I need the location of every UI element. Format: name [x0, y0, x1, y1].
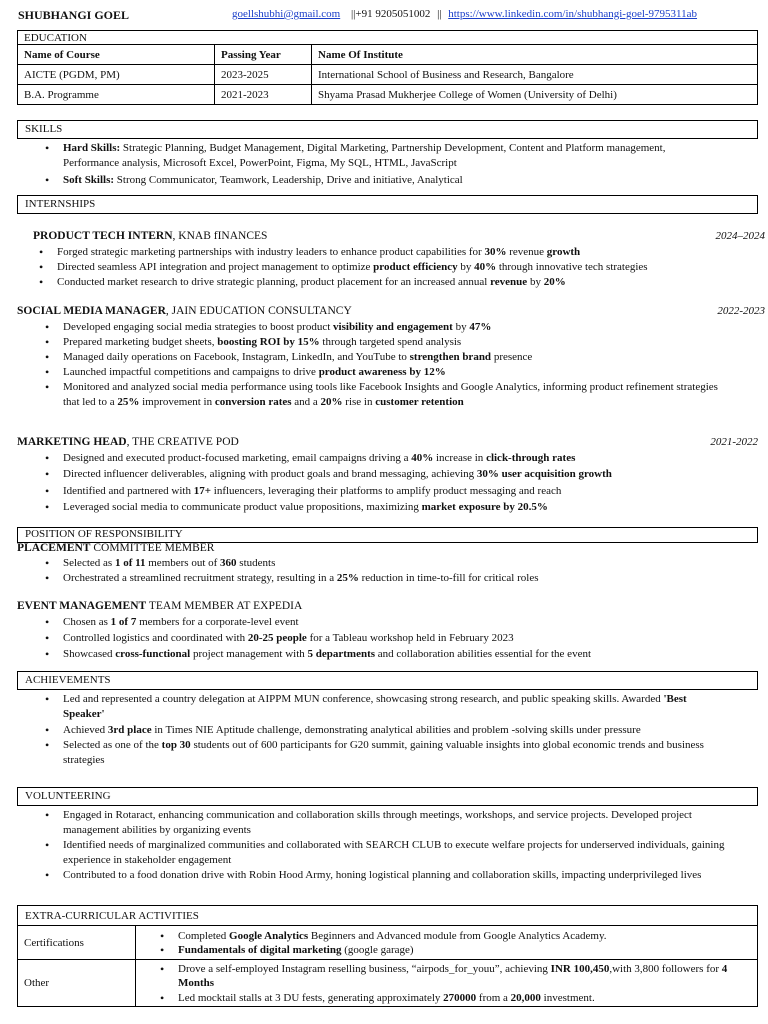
achievements-list	[39, 692, 729, 768]
position-bullets	[39, 556, 719, 586]
job-title: MARKETING HEAD, THE CREATIVE POD	[17, 436, 239, 448]
row-label: Certifications	[18, 926, 136, 960]
list-item: • Fundamentals of digital marketing (google garage)	[154, 943, 757, 957]
skills-list	[39, 141, 719, 188]
position-title: EVENT MANAGEMENT TEAM MEMBER AT EXPEDIA	[17, 600, 303, 612]
other-activities-list	[154, 962, 757, 1005]
year-cell: 2021-2023	[215, 85, 312, 105]
position-title: PLACEMENT COMMITTEE MEMBER	[17, 542, 215, 554]
section-title-achievements: ACHIEVEMENTS	[17, 671, 758, 690]
section-title-extracurricular: EXTRA-CURRICULAR ACTIVITIES	[18, 906, 758, 926]
list-item: • Conducted market research to drive strategic planning, product placement for an increased annual revenue by 20%	[33, 275, 733, 290]
volunteering-list	[39, 808, 739, 883]
list-item: • Directed seamless API integration and project management to optimize product efficiency by 40% through innovative tech strategies	[33, 260, 733, 275]
list-item: • Monitored and analyzed social media performance using tools like Facebook Insights and Google Analytics, informing product refinement strategies that led to a 25% improvement in conversion rates and a 20% rise in customer retention	[39, 380, 719, 410]
list-item: • Forged strategic marketing partnerships with industry leaders to enhance product capabilities for 30% revenue growth	[33, 245, 733, 260]
list-item: • Engaged in Rotaract, enhancing communication and collaboration skills through meetings, workshops, and service projects. Developed project management abilities by organizing events	[39, 808, 739, 838]
col-header-course: Name of Course	[18, 45, 215, 65]
extracurricular-table	[17, 905, 758, 1007]
contact-line	[232, 8, 697, 20]
job-title: SOCIAL MEDIA MANAGER, JAIN EDUCATION CONSULTANCY	[17, 305, 352, 317]
table-row	[18, 926, 758, 960]
course-cell: AICTE (PGDM, PM)	[18, 65, 215, 85]
education-table	[17, 30, 758, 105]
section-title-internships: INTERNSHIPS	[17, 195, 758, 214]
list-item: • Orchestrated a streamlined recruitment strategy, resulting in a 25% reduction in time-to-fill for critical roles	[39, 571, 719, 586]
list-item: • Contributed to a food donation drive with Robin Hood Army, honing logistical planning and collaboration skills, impacting underprivileged lives	[39, 868, 739, 883]
job-bullets	[39, 320, 719, 410]
job-bullets	[39, 451, 719, 515]
email-link[interactable]: goellshubhi@gmail.com	[232, 8, 341, 20]
list-item: • Led mocktail stalls at 3 DU fests, generating approximately 270000 from a 20,000 investment.	[154, 991, 757, 1005]
section-title-responsibility: POSITION OF RESPONSIBILITY	[17, 527, 758, 543]
list-item: • Prepared marketing budget sheets, boosting ROI by 15% through targeted spend analysis	[39, 335, 719, 350]
list-item: • Showcased cross-functional project management with 5 departments and collaboration abilities essential for the event	[39, 647, 719, 662]
list-item: • Controlled logistics and coordinated with 20-25 people for a Tableau workshop held in February 2023	[39, 631, 719, 646]
list-item: • Launched impactful competitions and campaigns to drive product awareness by 12%	[39, 365, 719, 380]
job-bullets	[33, 245, 733, 290]
list-item: • Achieved 3rd place in Times NIE Aptitude challenge, demonstrating analytical abilities and problem -solving skills under pressure	[39, 723, 729, 738]
institute-cell: International School of Business and Research, Bangalore	[312, 65, 758, 85]
list-item: • Completed Google Analytics Beginners and Advanced module from Google Analytics Academy.	[154, 929, 757, 943]
table-row	[18, 85, 758, 105]
separator: ||	[437, 8, 442, 20]
list-item: • Led and represented a country delegation at AIPPM MUN conference, showcasing strong research, and public speaking skills. Awarded 'Best Speaker'	[39, 692, 729, 722]
job-date: 2022-2023	[717, 305, 765, 317]
list-item: • Designed and executed product-focused marketing, email campaigns driving a 40% increase in click-through rates	[39, 451, 719, 466]
section-title-skills: SKILLS	[17, 120, 758, 139]
list-item: • Drove a self-employed Instagram reselling business, “airpods_for_youu”, achieving INR 100,450,with 3,800 followers for 4 Months	[154, 962, 757, 990]
table-row	[18, 960, 758, 1007]
institute-cell: Shyama Prasad Mukherjee College of Women (University of Delhi)	[312, 85, 758, 105]
list-item: • Managed daily operations on Facebook, Instagram, LinkedIn, and YouTube to strengthen brand presence	[39, 350, 719, 365]
phone-number: +91 9205051002	[355, 8, 431, 20]
section-title-volunteering: VOLUNTEERING	[17, 787, 758, 806]
col-header-institute: Name Of Institute	[312, 45, 758, 65]
col-header-year: Passing Year	[215, 45, 312, 65]
list-item: • Hard Skills: Strategic Planning, Budget Management, Digital Marketing, Partnership Development, Content and Platform management, Performance analysis, Microsoft Excel, PowerPoint, Figma, My SQL, HTML, JavaScript	[39, 141, 719, 171]
list-item: • Selected as one of the top 30 students out of 600 participants for G20 summit, gaining valuable insights into global economic trends and business strategies	[39, 738, 729, 768]
row-label: Other	[18, 960, 136, 1007]
year-cell: 2023-2025	[215, 65, 312, 85]
list-item: • Directed influencer deliverables, aligning with product goals and brand messaging, achieving 30% user acquisition growth	[39, 467, 719, 482]
linkedin-link[interactable]: https://www.linkedin.com/in/shubhangi-goel-9795311ab	[448, 8, 698, 20]
certifications-list	[154, 929, 757, 957]
list-item: • Developed engaging social media strategies to boost product visibility and engagement by 47%	[39, 320, 719, 335]
list-item: • Selected as 1 of 11 members out of 360 students	[39, 556, 719, 571]
list-item: • Identified needs of marginalized communities and collaborated with SEARCH CLUB to execute welfare projects for underserved individuals, gaining experience in stakeholder engagement	[39, 838, 739, 868]
course-cell: B.A. Programme	[18, 85, 215, 105]
job-date: 2024–2024	[715, 230, 765, 242]
list-item: • Soft Skills: Strong Communicator, Teamwork, Leadership, Drive and initiative, Analytical	[39, 173, 719, 188]
list-item: • Identified and partnered with 17+ influencers, leveraging their platforms to amplify product messaging and reach	[39, 484, 719, 499]
separator: ||	[350, 8, 356, 20]
table-row	[18, 65, 758, 85]
candidate-name: SHUBHANGI GOEL	[18, 8, 130, 22]
list-item: • Leveraged social media to communicate product value propositions, maximizing market exposure by 20.5%	[39, 500, 719, 515]
job-date: 2021-2022	[710, 436, 758, 448]
job-title: PRODUCT TECH INTERN, KNAB fINANCES	[33, 230, 268, 242]
list-item: • Chosen as 1 of 7 members for a corporate-level event	[39, 615, 719, 630]
section-title-education: EDUCATION	[18, 31, 758, 45]
position-bullets	[39, 615, 719, 662]
